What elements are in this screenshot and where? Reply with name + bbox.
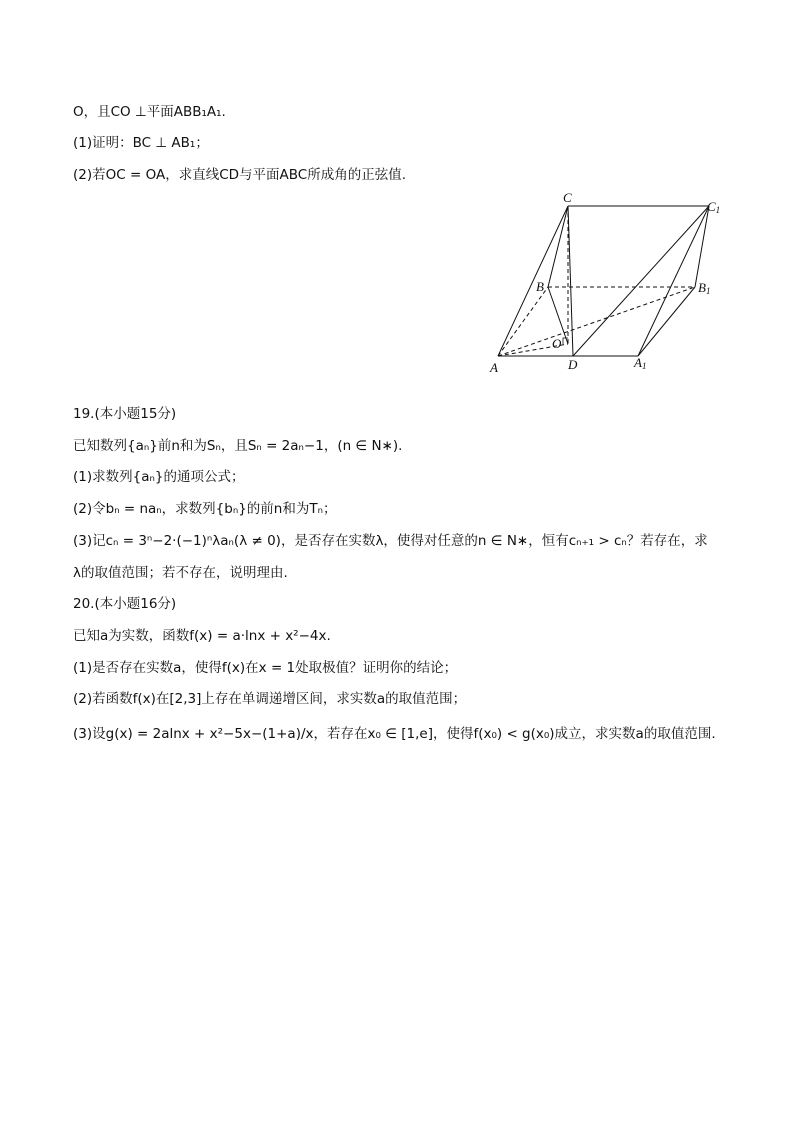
edge-AB bbox=[498, 287, 548, 356]
label-O: O bbox=[552, 336, 562, 351]
edge-C1D bbox=[573, 206, 709, 356]
edge-CB bbox=[548, 206, 568, 287]
label-A1: A1 bbox=[634, 355, 647, 371]
problem-18-part-2: (2)若OC = OA，求直线CD与平面ABC所成角的正弦值. bbox=[73, 167, 406, 183]
label-B: B bbox=[536, 279, 544, 294]
label-C: C bbox=[563, 190, 572, 205]
problem-20-header: 20.(本小题16分) bbox=[73, 596, 177, 612]
problem-19-header: 19.(本小题15分) bbox=[73, 406, 177, 422]
problem-20-part-2: (2)若函数f(x)在[2,3]上存在单调递增区间，求实数a的取值范围； bbox=[73, 691, 467, 707]
problem-19-part-2: (2)令bₙ = naₙ，求数列{bₙ}的前n和为Tₙ； bbox=[73, 501, 337, 517]
problem-20-part-3: (3)设g(x) = 2alnx + x²−5x−(1+a)/x，若存在x₀ ∈ [1,e]，使得f(x₀) < g(x₀)成立，求实数a的取值范围. bbox=[73, 726, 716, 742]
edge-AB1 bbox=[498, 287, 695, 356]
problem-19-part-1: (1)求数列{aₙ}的通项公式； bbox=[73, 469, 245, 485]
label-B1: B1 bbox=[698, 280, 711, 296]
label-D: D bbox=[568, 357, 578, 372]
problem-19-part-3-line-1: (3)记cₙ = 3ⁿ−2·(−1)ⁿλaₙ(λ ≠ 0)，是否存在实数λ，使得对任意的n ∈ N∗，恒有cₙ₊₁ > cₙ？若存在，求 bbox=[73, 533, 708, 549]
problem-18-condition-line: O，且CO ⊥平面ABB₁A₁. bbox=[73, 104, 226, 120]
edge-C1B1 bbox=[695, 206, 709, 287]
prism-diagram bbox=[470, 188, 740, 386]
prism-figure bbox=[470, 188, 740, 386]
problem-19-stem: 已知数列{aₙ}前n和为Sₙ，且Sₙ = 2aₙ−1，(n ∈ N∗). bbox=[73, 438, 403, 454]
edge-CA bbox=[498, 206, 568, 356]
label-A: A bbox=[490, 360, 498, 375]
label-C1: C1 bbox=[707, 199, 721, 215]
problem-18-part-1: (1)证明：BC ⊥ AB₁； bbox=[73, 135, 209, 151]
problem-20-part-1: (1)是否存在实数a，使得f(x)在x = 1处取极值？证明你的结论； bbox=[73, 660, 458, 676]
problem-20-stem: 已知a为实数，函数f(x) = a·lnx + x²−4x. bbox=[73, 628, 331, 644]
problem-19-part-3-line-2: λ的取值范围；若不存在，说明理由. bbox=[73, 565, 288, 581]
edge-CD bbox=[568, 206, 573, 356]
